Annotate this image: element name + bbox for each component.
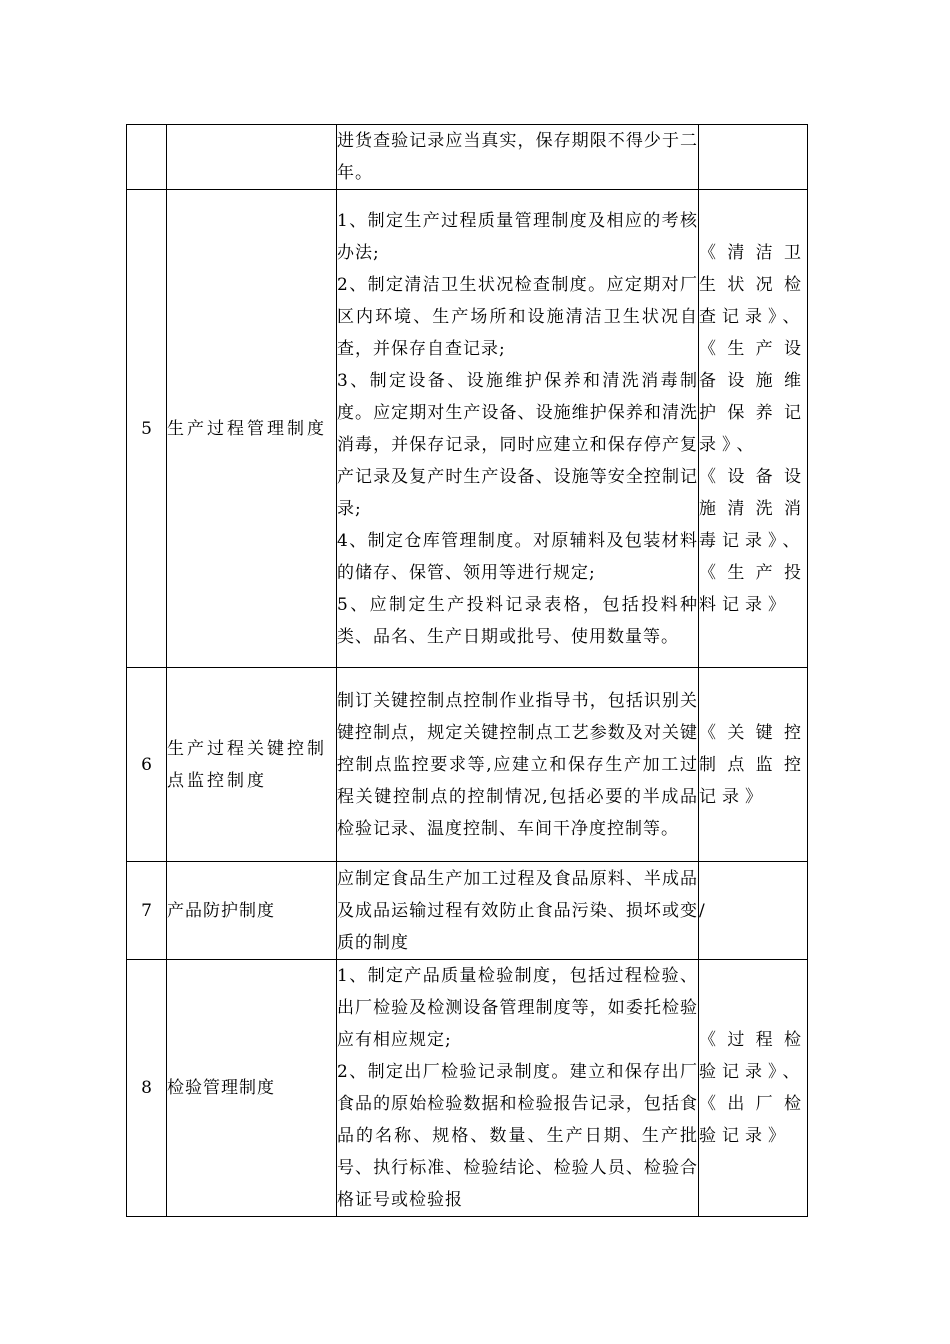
row-number xyxy=(127,125,167,190)
record-form-item: 《设备设施清洗消毒记录》、 xyxy=(699,466,807,551)
regulation-name xyxy=(167,125,337,190)
regulation-name: 生产过程管理制度 xyxy=(167,190,337,668)
content-paragraph: 5、应制定生产投料记录表格，包括投料种类、品名、生产日期或批号、使用数量等。 xyxy=(337,594,698,647)
record-forms xyxy=(699,960,808,1217)
table-row xyxy=(127,190,808,668)
regulation-content xyxy=(337,960,699,1217)
record-forms xyxy=(699,190,808,668)
record-forms xyxy=(699,862,808,960)
row-number: 6 xyxy=(127,668,167,862)
table-row xyxy=(127,960,808,1217)
content-paragraph: 进货查验记录应当真实，保存期限不得少于二年。 xyxy=(337,131,698,183)
record-form-item: 《生产投料记录》 xyxy=(699,562,807,615)
content-paragraph: 2、制定出厂检验记录制度。建立和保存出厂食品的原始检验数据和检验报告记录，包括食品的名称、规格、数量、生产日期、生产批号、执行标准、检验结论、检验人员、检验合格证号或检验报 xyxy=(337,1062,698,1210)
table-row xyxy=(127,862,808,960)
record-forms xyxy=(699,668,808,862)
content-paragraph: 2、制定清洁卫生状况检查制度。应定期对厂区内环境、生产场所和设施清洁卫生状况自查，并保存自查记录; xyxy=(337,274,698,359)
content-paragraph: 制订关键控制点控制作业指导书，包括识别关键控制点，规定关键控制点工艺参数及对关键控制点监控要求等,应建立和保存生产加工过程关键控制点的控制情况,包括必要的半成品检验记录、温度控制、车间干净度控制等。 xyxy=(337,690,698,839)
table-row xyxy=(127,125,808,190)
regulation-name: 检验管理制度 xyxy=(167,960,337,1217)
content-paragraph: 4、制定仓库管理制度。对原辅料及包装材料的储存、保管、领用等进行规定; xyxy=(337,530,698,583)
row-number: 5 xyxy=(127,190,167,668)
regulation-name: 产品防护制度 xyxy=(167,862,337,960)
table-row xyxy=(127,668,808,862)
content-paragraph: 1、制定生产过程质量管理制度及相应的考核办法; xyxy=(337,210,698,263)
content-paragraph: 3、制定设备、设施维护保养和清洗消毒制度。应定期对生产设备、设施维护保养和清洗消毒，并保存记录，同时应建立和保存停产复产记录及复产时生产设备、设施等安全控制记录; xyxy=(337,370,698,519)
record-form-item: 《清洁卫生状况检查记录》、 xyxy=(699,242,807,327)
record-form-item: / xyxy=(699,900,711,921)
regulation-table xyxy=(126,124,808,1217)
regulation-content xyxy=(337,668,699,862)
regulation-content xyxy=(337,862,699,960)
row-number: 8 xyxy=(127,960,167,1217)
row-number: 7 xyxy=(127,862,167,960)
regulation-name: 生产过程关键控制点监控制度 xyxy=(167,668,337,862)
record-form-item: 《出厂检验记录》 xyxy=(699,1094,807,1146)
regulation-content xyxy=(337,125,699,190)
record-forms xyxy=(699,125,808,190)
record-form-item: 《关键控制点监控记录》 xyxy=(699,722,807,807)
record-form-item: 《生产设备设施维护保养记录》、 xyxy=(699,338,807,455)
record-form-item: 《过程检验记录》、 xyxy=(699,1030,807,1082)
regulation-content xyxy=(337,190,699,668)
content-paragraph: 应制定食品生产加工过程及食品原料、半成品及成品运输过程有效防止食品污染、损坏或变质的制度 xyxy=(337,868,698,953)
content-paragraph: 1、制定产品质量检验制度，包括过程检验、出厂检验及检测设备管理制度等，如委托检验应有相应规定; xyxy=(337,966,698,1050)
